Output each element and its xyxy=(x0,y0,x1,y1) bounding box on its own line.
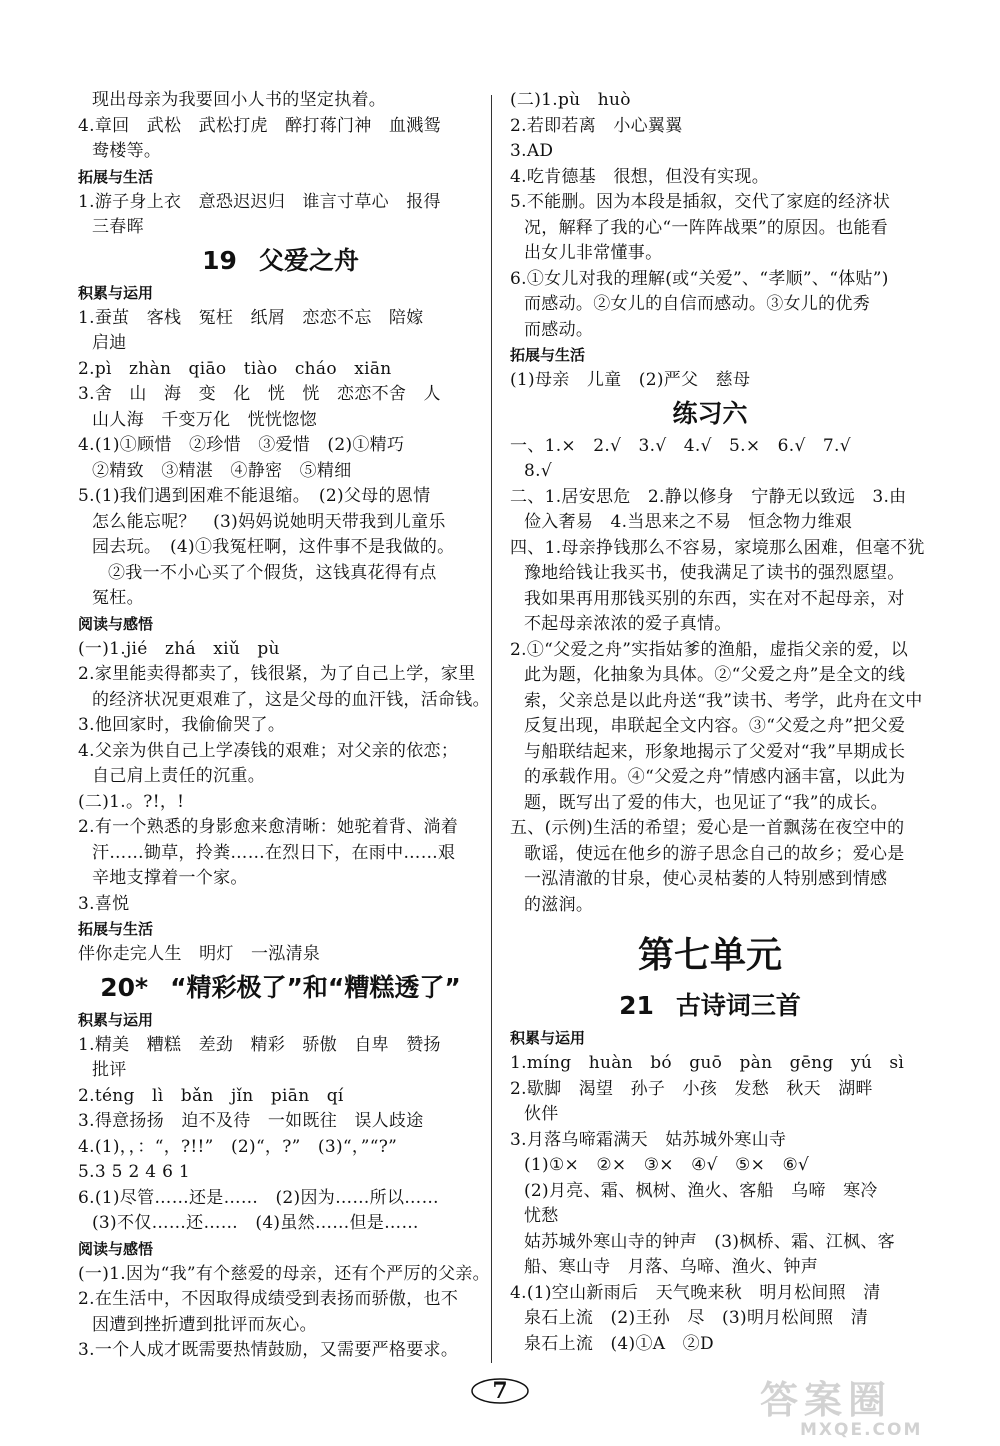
answer-line: 汗……锄草，拎粪……在烈日下，在雨中……艰 xyxy=(92,842,456,863)
watermark xyxy=(760,1380,990,1442)
answer-line: 五、(示例)生活的希望；爱心是一首飘荡在夜空中的 xyxy=(510,818,905,838)
lesson-name: “精彩极了”和“糟糕透了” xyxy=(170,972,461,1002)
lesson-name: 练习六 xyxy=(672,398,748,428)
answer-line: 冤枉。 xyxy=(92,588,144,608)
answer-line: 此为题，化抽象为具体。②“父爱之舟”是全文的线 xyxy=(524,665,906,685)
page-number: 7 xyxy=(470,1376,530,1406)
answer-line: 鸯楼等。 xyxy=(92,141,162,161)
answer-line: 园去玩。 (4)①我冤枉啊，这件事不是我做的。 xyxy=(92,537,455,557)
answer-line: 一泓清澈的甘泉，使心灵枯萎的人特别感到情感 xyxy=(524,869,888,889)
answer-line: (2)月亮、霜、枫树、渔火、客船 乌啼 寒冷 xyxy=(524,1180,878,1201)
answer-line: 5.(1)我们遇到困难不能退缩。 (2)父母的恩情 xyxy=(78,486,431,506)
answer-line: 俭入奢易 4.当思来之不易 恒念物力维艰 xyxy=(524,512,853,532)
section-heading: 积累与运用 xyxy=(78,283,154,302)
answer-line: ②精致 ③精湛 ④静密 ⑤精细 xyxy=(92,460,352,481)
answer-line: 5.3 5 2 4 6 1 xyxy=(78,1162,191,1182)
lesson-number: 21 xyxy=(619,991,654,1020)
answer-line: (1)母亲 儿童 (2)严父 慈母 xyxy=(510,370,751,390)
lesson-number: 19 xyxy=(202,245,237,275)
left-column xyxy=(78,88,490,1364)
answer-line: 3.他回家时，我偷偷哭了。 xyxy=(78,715,286,735)
answer-line: 四、1.母亲挣钱那么不容易，家境那么困难，但毫不犹 xyxy=(510,537,925,558)
answer-line: 泉石上流 (4)①A ②D xyxy=(524,1333,714,1354)
answer-line: 1.蚕茧 客栈 冤枉 纸屑 恋恋不忘 陪嫁 xyxy=(78,307,424,328)
answer-line: 姑苏城外寒山寺的钟声 (3)枫桥、霜、江枫、客 xyxy=(524,1231,895,1252)
answer-line: 2.在生活中，不因取得成绩受到表扬而骄傲，也不 xyxy=(78,1289,459,1309)
answer-line: 批评 xyxy=(92,1060,127,1080)
answer-line: 而感动。 xyxy=(524,319,594,340)
section-heading: 阅读与感悟 xyxy=(78,614,154,633)
answer-line: 4.(1)空山新雨后 天气晚来秋 明月松间照 清 xyxy=(510,1282,881,1303)
lesson-title xyxy=(510,986,910,1026)
answer-line: 伙伴 xyxy=(524,1104,559,1124)
answer-line: 我如果再用那钱买别的东西，实在对不起母亲，对 xyxy=(524,588,905,609)
answer-line: 6.(1)尽管……还是…… (2)因为……所以…… xyxy=(78,1187,439,1208)
answer-line: 4.吃肯德基 很想，但没有实现。 xyxy=(510,166,770,187)
answer-line: (一)1.因为“我”有个慈爱的母亲，还有个严厉的父亲。 xyxy=(78,1263,490,1284)
answer-line: (二)1.。?!，! xyxy=(78,791,185,812)
lesson-number: 20* xyxy=(100,972,149,1002)
answer-line: 船、寒山寺 月落、乌啼、渔火、钟声 xyxy=(524,1257,819,1277)
watermark-url: MXQE.COM xyxy=(800,1420,923,1440)
answer-line: 3.AD xyxy=(510,141,554,161)
answer-line: 1.míng huàn bó guō pàn gēng yú sì xyxy=(510,1053,905,1073)
lesson-name: 父爱之舟 xyxy=(258,245,359,275)
answer-line: 三春晖 xyxy=(92,217,144,237)
lesson-name: 古诗词三首 xyxy=(675,991,801,1020)
answer-line: 伴你走完人生 明灯 一泓清泉 xyxy=(78,944,321,964)
section-heading: 阅读与感悟 xyxy=(78,1239,154,1258)
lesson-title xyxy=(78,968,483,1008)
answer-line: 2.有一个熟悉的身影愈来愈清晰：她驼着背、淌着 xyxy=(78,817,459,837)
answer-line: 3.月落乌啼霜满天 姑苏城外寒山寺 xyxy=(510,1129,787,1150)
unit-title: 第七单元 xyxy=(637,935,782,976)
answer-line: 6.①女儿对我的理解(或“关爱”、“孝顺”、“体贴”) xyxy=(510,268,889,289)
answer-line: 2.歇脚 渴望 孙子 小孩 发愁 秋天 湖畔 xyxy=(510,1078,873,1099)
answer-line: 1.精美 糟糕 差劲 精彩 骄傲 自卑 赞扬 xyxy=(78,1034,441,1055)
column-divider xyxy=(491,95,492,1363)
answer-line: 泉石上流 (2)王孙 尽 (3)明月松间照 清 xyxy=(524,1308,869,1328)
answer-line: 4.父亲为供自己上学凑钱的艰难；对父亲的依恋； xyxy=(78,740,459,761)
answer-line: ②我一不小心买了个假货，这钱真花得有点 xyxy=(108,562,437,583)
watermark-title: 答案圈 xyxy=(760,1378,893,1422)
answer-line: 4.(1)①顾惜 ②珍惜 ③爱惜 (2)①精巧 xyxy=(78,435,405,455)
section-heading: 拓展与生活 xyxy=(510,346,586,364)
answer-line: 2.pì zhàn qiāo tiào cháo xiān xyxy=(78,358,392,379)
section-heading: 拓展与生活 xyxy=(78,920,154,938)
lesson-title xyxy=(510,394,910,434)
answer-line: 况，解释了我的心“一阵阵战栗”的原因。也能看 xyxy=(524,217,888,238)
answer-line: (3)不仅……还…… (4)虽然……但是…… xyxy=(92,1213,419,1233)
answer-line: 豫地给钱让我买书，使我满足了读书的强烈愿望。 xyxy=(524,563,905,583)
answer-line: 不起母亲浓浓的爱子真情。 xyxy=(524,614,732,634)
answer-line: 现出母亲为我要回小人书的坚定执着。 xyxy=(92,90,387,110)
answer-line: 的经济状况更艰难了，这是父母的血汗钱，活命钱。 xyxy=(92,689,490,710)
answer-line: (一)1.jié zhá xiǔ pù xyxy=(78,638,280,659)
answer-line: 4.(1)，，：“，?!!” (2)“，?” (3)“，”“?” xyxy=(78,1136,398,1157)
answer-line: 2.家里能卖得都卖了，钱很紧，为了自己上学，家里 xyxy=(78,664,476,684)
answer-line: 题，既写出了爱的伟大，也见证了“我”的成长。 xyxy=(524,792,888,813)
answer-line: 的承载作用。④“父爱之舟”情感内涵丰富，以此为 xyxy=(524,767,906,787)
answer-line: 怎么能忘呢？ (3)妈妈说她明天带我到儿童乐 xyxy=(92,511,446,532)
section-heading: 积累与运用 xyxy=(510,1029,586,1047)
answer-line: 一、1.× 2.√ 3.√ 4.√ 5.× 6.√ 7.√ xyxy=(510,435,851,456)
answer-line: 1.游子身上衣 意恐迟迟归 谁言寸草心 报得 xyxy=(78,191,441,212)
answer-line: 启迪 xyxy=(92,333,127,353)
answer-line: 辛地支撑着一个家。 xyxy=(92,868,248,888)
answer-line: 山人海 千变万化 恍恍惚惚 xyxy=(92,409,317,430)
answer-line: 8.√ xyxy=(524,461,552,481)
section-heading: 积累与运用 xyxy=(78,1010,154,1029)
answer-line: 歌谣，使远在他乡的游子思念自己的故乡；爱心是 xyxy=(524,843,905,864)
answer-line: 3.喜悦 xyxy=(78,893,130,914)
answer-line: 自己肩上责任的沉重。 xyxy=(92,766,265,786)
answer-line: 而感动。②女儿的自信而感动。③女儿的优秀 xyxy=(524,294,870,314)
answer-line: 2.①“父爱之舟”实指姑爹的渔船，虚指父亲的爱，以 xyxy=(510,639,909,660)
answer-line: 3.舍 山 海 变 化 恍 恍 恋恋不舍 人 xyxy=(78,384,441,404)
answer-line: 忧愁 xyxy=(524,1206,559,1226)
answer-line: 因遭到挫折遭到批评而灰心。 xyxy=(92,1314,317,1335)
answer-line: 索，父亲总是以此舟送“我”读书、考学，此舟在文中 xyxy=(524,690,923,711)
answer-line: 5.不能删。因为本段是插叙，交代了家庭的经济状 xyxy=(510,192,891,212)
answer-line: 3.一个人成才既需要热情鼓励，又需要严格要求。 xyxy=(78,1340,459,1360)
answer-line: 反复出现，串联起全文内容。③“父爱之舟”把父爱 xyxy=(524,716,906,736)
answer-line: (二)1.pù huò xyxy=(510,90,631,110)
answer-line: 出女儿非常懂事。 xyxy=(524,243,663,263)
answer-line: 2.téng lì bǎn jǐn piān qí xyxy=(78,1085,344,1106)
answer-line: 2.若即若离 小心翼翼 xyxy=(510,115,683,136)
answer-line: 与船联结起来，形象地揭示了父爱对“我”早期成长 xyxy=(524,741,906,762)
right-column xyxy=(510,88,925,1357)
answer-line: (1)①× ②× ③× ④√ ⑤× ⑥√ xyxy=(524,1155,810,1175)
answer-line: 的滋润。 xyxy=(524,894,594,915)
section-heading: 拓展与生活 xyxy=(78,167,154,186)
answer-line: 二、1.居安思危 2.静以修身 宁静无以致远 3.由 xyxy=(510,486,907,507)
answer-line: 4.章回 武松 武松打虎 醉打蒋门神 血溅鸳 xyxy=(78,115,441,136)
answer-line: 3.得意扬扬 迫不及待 一如既往 误人歧途 xyxy=(78,1111,424,1131)
lesson-title xyxy=(78,241,483,281)
